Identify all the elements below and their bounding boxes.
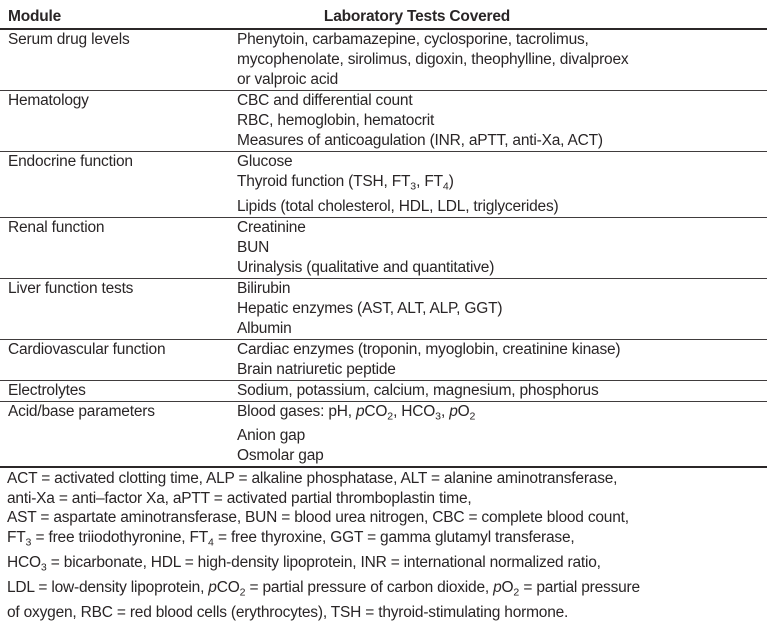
test-line [237,258,761,278]
tests-cell [237,279,767,339]
text-segment: = partial pressure of carbon dioxide, [245,579,493,596]
test-line [237,360,761,380]
text-segment: RBC, hemoglobin, hematocrit [237,112,434,129]
text-segment: Lipids (total cholesterol, HDL, LDL, triglycerides) [237,198,558,215]
table-row [0,152,767,218]
test-line [237,299,761,319]
tests-cell [237,30,767,90]
test-line [237,30,761,50]
text-segment: Sodium, potassium, calcium, magnesium, phosphorus [237,382,599,399]
text-segment: , [441,403,449,420]
text-segment: of oxygen, RBC = red blood cells (erythrocytes), TSH = thyroid-stimulating hormone. [7,604,568,621]
test-line [237,197,761,217]
text-segment: = free thyroxine, GGT = gamma glutamyl transferase, [214,529,575,546]
module-cell: Liver function tests [0,279,237,299]
subscript-text: 2 [513,586,519,598]
tests-cell [237,152,767,217]
text-segment: = bicarbonate, HDL = high-density lipoprotein, INR = international normalized ratio, [47,554,601,571]
module-cell: Renal function [0,218,237,238]
test-line [237,426,761,446]
test-line [237,50,761,70]
lab-tests-table [0,7,767,466]
test-line [237,111,761,131]
text-segment: or valproic acid [237,71,338,88]
subscript-text: 2 [240,586,246,598]
test-line [237,279,761,299]
text-segment: CO [217,579,240,596]
text-segment: Urinalysis (qualitative and quantitative) [237,259,494,276]
module-cell: Acid/base parameters [0,402,237,422]
subscript-text: 2 [387,410,393,422]
table-row [0,279,767,340]
text-segment: Cardiac enzymes (troponin, myoglobin, creatinine kinase) [237,341,620,358]
test-line [237,381,761,401]
footnote-line [7,508,767,528]
table-row [0,218,767,279]
text-segment: = free triiodothyronine, FT [31,529,208,546]
module-cell: Serum drug levels [0,30,237,50]
text-segment: BUN [237,239,269,256]
text-segment: FT [7,529,26,546]
text-segment: Bilirubin [237,280,290,297]
tests-cell [237,402,767,467]
text-segment: Phenytoin, carbamazepine, cyclosporine, tacrolimus, [237,31,589,48]
table-body [0,30,767,466]
text-segment: CBC and differential count [237,92,412,109]
text-segment: CO [364,403,387,420]
tests-cell [237,381,767,401]
text-segment: Hepatic enzymes (AST, ALT, ALP, GGT) [237,300,502,317]
module-cell: Hematology [0,91,237,111]
subscript-text: 3 [410,181,416,193]
test-line [237,131,761,151]
subscript-text: 2 [470,410,476,422]
tests-cell [237,340,767,380]
text-segment: , HCO [393,403,435,420]
text-segment: Anion gap [237,427,305,444]
text-segment: Osmolar gap [237,447,324,464]
text-segment: Measures of anticoagulation (INR, aPTT, anti-Xa, ACT) [237,132,603,149]
text-segment: Brain natriuretic peptide [237,361,396,378]
text-segment: mycophenolate, sirolimus, digoxin, theophylline, divalproex [237,51,628,68]
test-line [237,218,761,238]
footnote-line [7,469,767,489]
text-segment: Glucose [237,153,292,170]
subscript-text: 3 [435,410,441,422]
subscript-text: 3 [41,561,47,573]
test-line [237,172,761,197]
italic-text: p [208,579,216,596]
test-line [237,319,761,339]
subscript-text: 3 [26,536,32,548]
tests-cell [237,91,767,151]
module-cell: Endocrine function [0,152,237,172]
footnote-line [7,553,767,578]
text-segment: Albumin [237,320,292,337]
table-row [0,91,767,152]
text-segment: Creatinine [237,219,306,236]
footnote-line [7,528,767,553]
footnote-line [7,603,767,622]
text-segment: AST = aspartate aminotransferase, BUN = blood urea nitrogen, CBC = complete blood count, [7,509,629,526]
text-segment: O [458,403,470,420]
column-header-module: Module [0,7,237,27]
text-segment: , FT [416,173,443,190]
test-line [237,91,761,111]
table-row [0,340,767,381]
italic-text: p [356,403,364,420]
test-line [237,152,761,172]
text-segment: ) [449,173,454,190]
test-line [237,402,761,427]
italic-text: p [449,403,457,420]
text-segment: Blood gases: pH, [237,403,356,420]
text-segment: LDL = low-density lipoprotein, [7,579,208,596]
text-segment: O [502,579,514,596]
module-cell: Electrolytes [0,381,237,401]
table-row [0,402,767,467]
italic-text: p [493,579,501,596]
table-header-row [0,7,767,30]
column-header-tests: Laboratory Tests Covered [237,7,767,27]
text-segment: ACT = activated clotting time, ALP = alkaline phosphatase, ALT = alanine aminotransferase, [7,470,617,487]
test-line [237,340,761,360]
subscript-text: 4 [443,181,449,193]
module-cell: Cardiovascular function [0,340,237,360]
test-line [237,70,761,90]
text-segment: = partial pressure [519,579,640,596]
text-segment: Thyroid function (TSH, FT [237,173,410,190]
table-row [0,30,767,91]
tests-cell [237,218,767,278]
table-row [0,381,767,402]
test-line [237,446,761,466]
text-segment: anti-Xa = anti–factor Xa, aPTT = activated partial thromboplastin time, [7,490,472,507]
test-line [237,238,761,258]
footnote-line [7,489,767,509]
text-segment: HCO [7,554,41,571]
subscript-text: 4 [208,536,214,548]
